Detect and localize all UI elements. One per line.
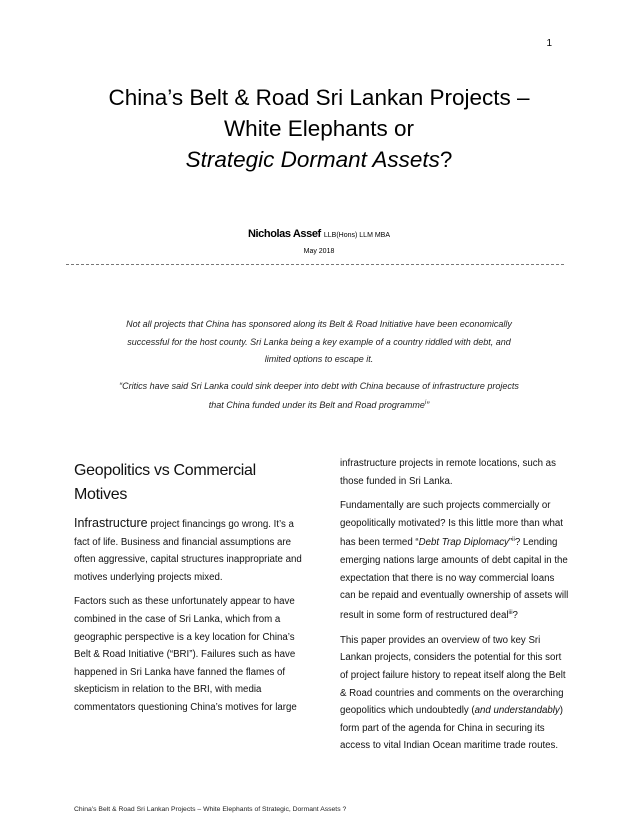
title-line-3-italic: Strategic Dormant Assets <box>185 147 440 172</box>
publication-date: May 2018 <box>303 248 335 255</box>
left-column <box>74 459 306 724</box>
left-paragraph-2: Factors such as these unfortunately appear to have combined in the case of Sri Lanka, which from a geographic perspective is a key location for China’s Belt & Road Initiative (“BRI”). Failures such as have happened in Sri Lanka have fanned the flames of skepticism in relation to the BRI, with media commentators questioning China’s motives for large <box>74 596 297 713</box>
left-paragraph-1 <box>74 515 306 586</box>
abstract-paragraph: Not all projects that China has sponsored along its Belt & Road Initiative have been economically successful for the host county. Sri Lanka being a key example of a country riddled with debt, and limited options to escape it. <box>126 319 512 364</box>
page-footer: China’s Belt & Road Sri Lankan Projects – White Elephants of Strategic, Dormant Assets ? <box>74 806 347 813</box>
right-paragraph-3-a: This paper provides an overview of two key Sri Lankan projects, considers the potential for this sort of project failure history to repeat itself along the Belt & Road countries and comments on the overarching geopolitics which undoubtedly ( <box>340 634 566 717</box>
footnote-ref-ii[interactable]: ii <box>512 537 515 544</box>
footnote-ref-iii[interactable]: iii <box>508 609 513 616</box>
document-title <box>40 82 598 175</box>
title-line-2: White Elephants or <box>223 116 415 141</box>
author-line <box>0 228 638 240</box>
author-name: Nicholas Assef <box>247 228 321 240</box>
debt-trap-diplomacy-term: Debt Trap Diplomacy <box>418 537 509 549</box>
title-line-1: China’s Belt & Road Sri Lankan Projects – <box>108 85 530 110</box>
right-paragraph-2 <box>340 497 572 625</box>
section-divider <box>66 264 564 265</box>
page-number: 1 <box>546 38 552 49</box>
left-paragraph-1-text: project financings go wrong. It’s a fact of life. Business and financial assumptions are often aggressive, capital structures inappropriate and motives underlying projects mixed. <box>74 519 302 583</box>
abstract <box>116 316 522 415</box>
right-paragraph-3-b: ) form part of the agenda for China in securing its access to vital Indian Ocean maritime trade routes. <box>340 705 563 752</box>
right-paragraph-2-a: Fundamentally are such projects commercially or geopolitically motivated? Is this little more than what has been termed “ <box>340 500 563 549</box>
footnote-ref-i[interactable]: i <box>424 400 427 406</box>
abstract-quote-text: “Critics have said Sri Lanka could sink deeper into debt with China because of infrastructure projects that China funded under its Belt and Road programme <box>119 380 519 410</box>
abstract-quote-close: ” <box>426 400 430 410</box>
right-paragraph-2-b: ” <box>508 537 513 549</box>
section-heading: Geopolitics vs Commercial Motives <box>74 462 256 503</box>
abstract-quote <box>116 378 522 415</box>
author-credentials: LLB(Hons) LLM MBA <box>323 232 391 239</box>
right-paragraph-2-c: ? Lending emerging nations large amounts of debt capital in the expectation that there is no way commercial loans can be repaid and eventually ownership of assets will result in some form of restructured deal <box>340 537 569 622</box>
right-paragraph-3-italic: and understandably <box>474 705 560 717</box>
title-line-3 <box>40 144 598 175</box>
right-paragraph-3 <box>340 632 572 755</box>
title-line-3-tail: ? <box>439 147 453 172</box>
right-column <box>340 455 572 762</box>
lead-word: Infrastructure <box>74 516 148 530</box>
right-paragraph-1: infrastructure projects in remote locations, such as those funded in Sri Lanka. <box>340 458 556 487</box>
right-paragraph-2-d: ? <box>512 610 518 622</box>
